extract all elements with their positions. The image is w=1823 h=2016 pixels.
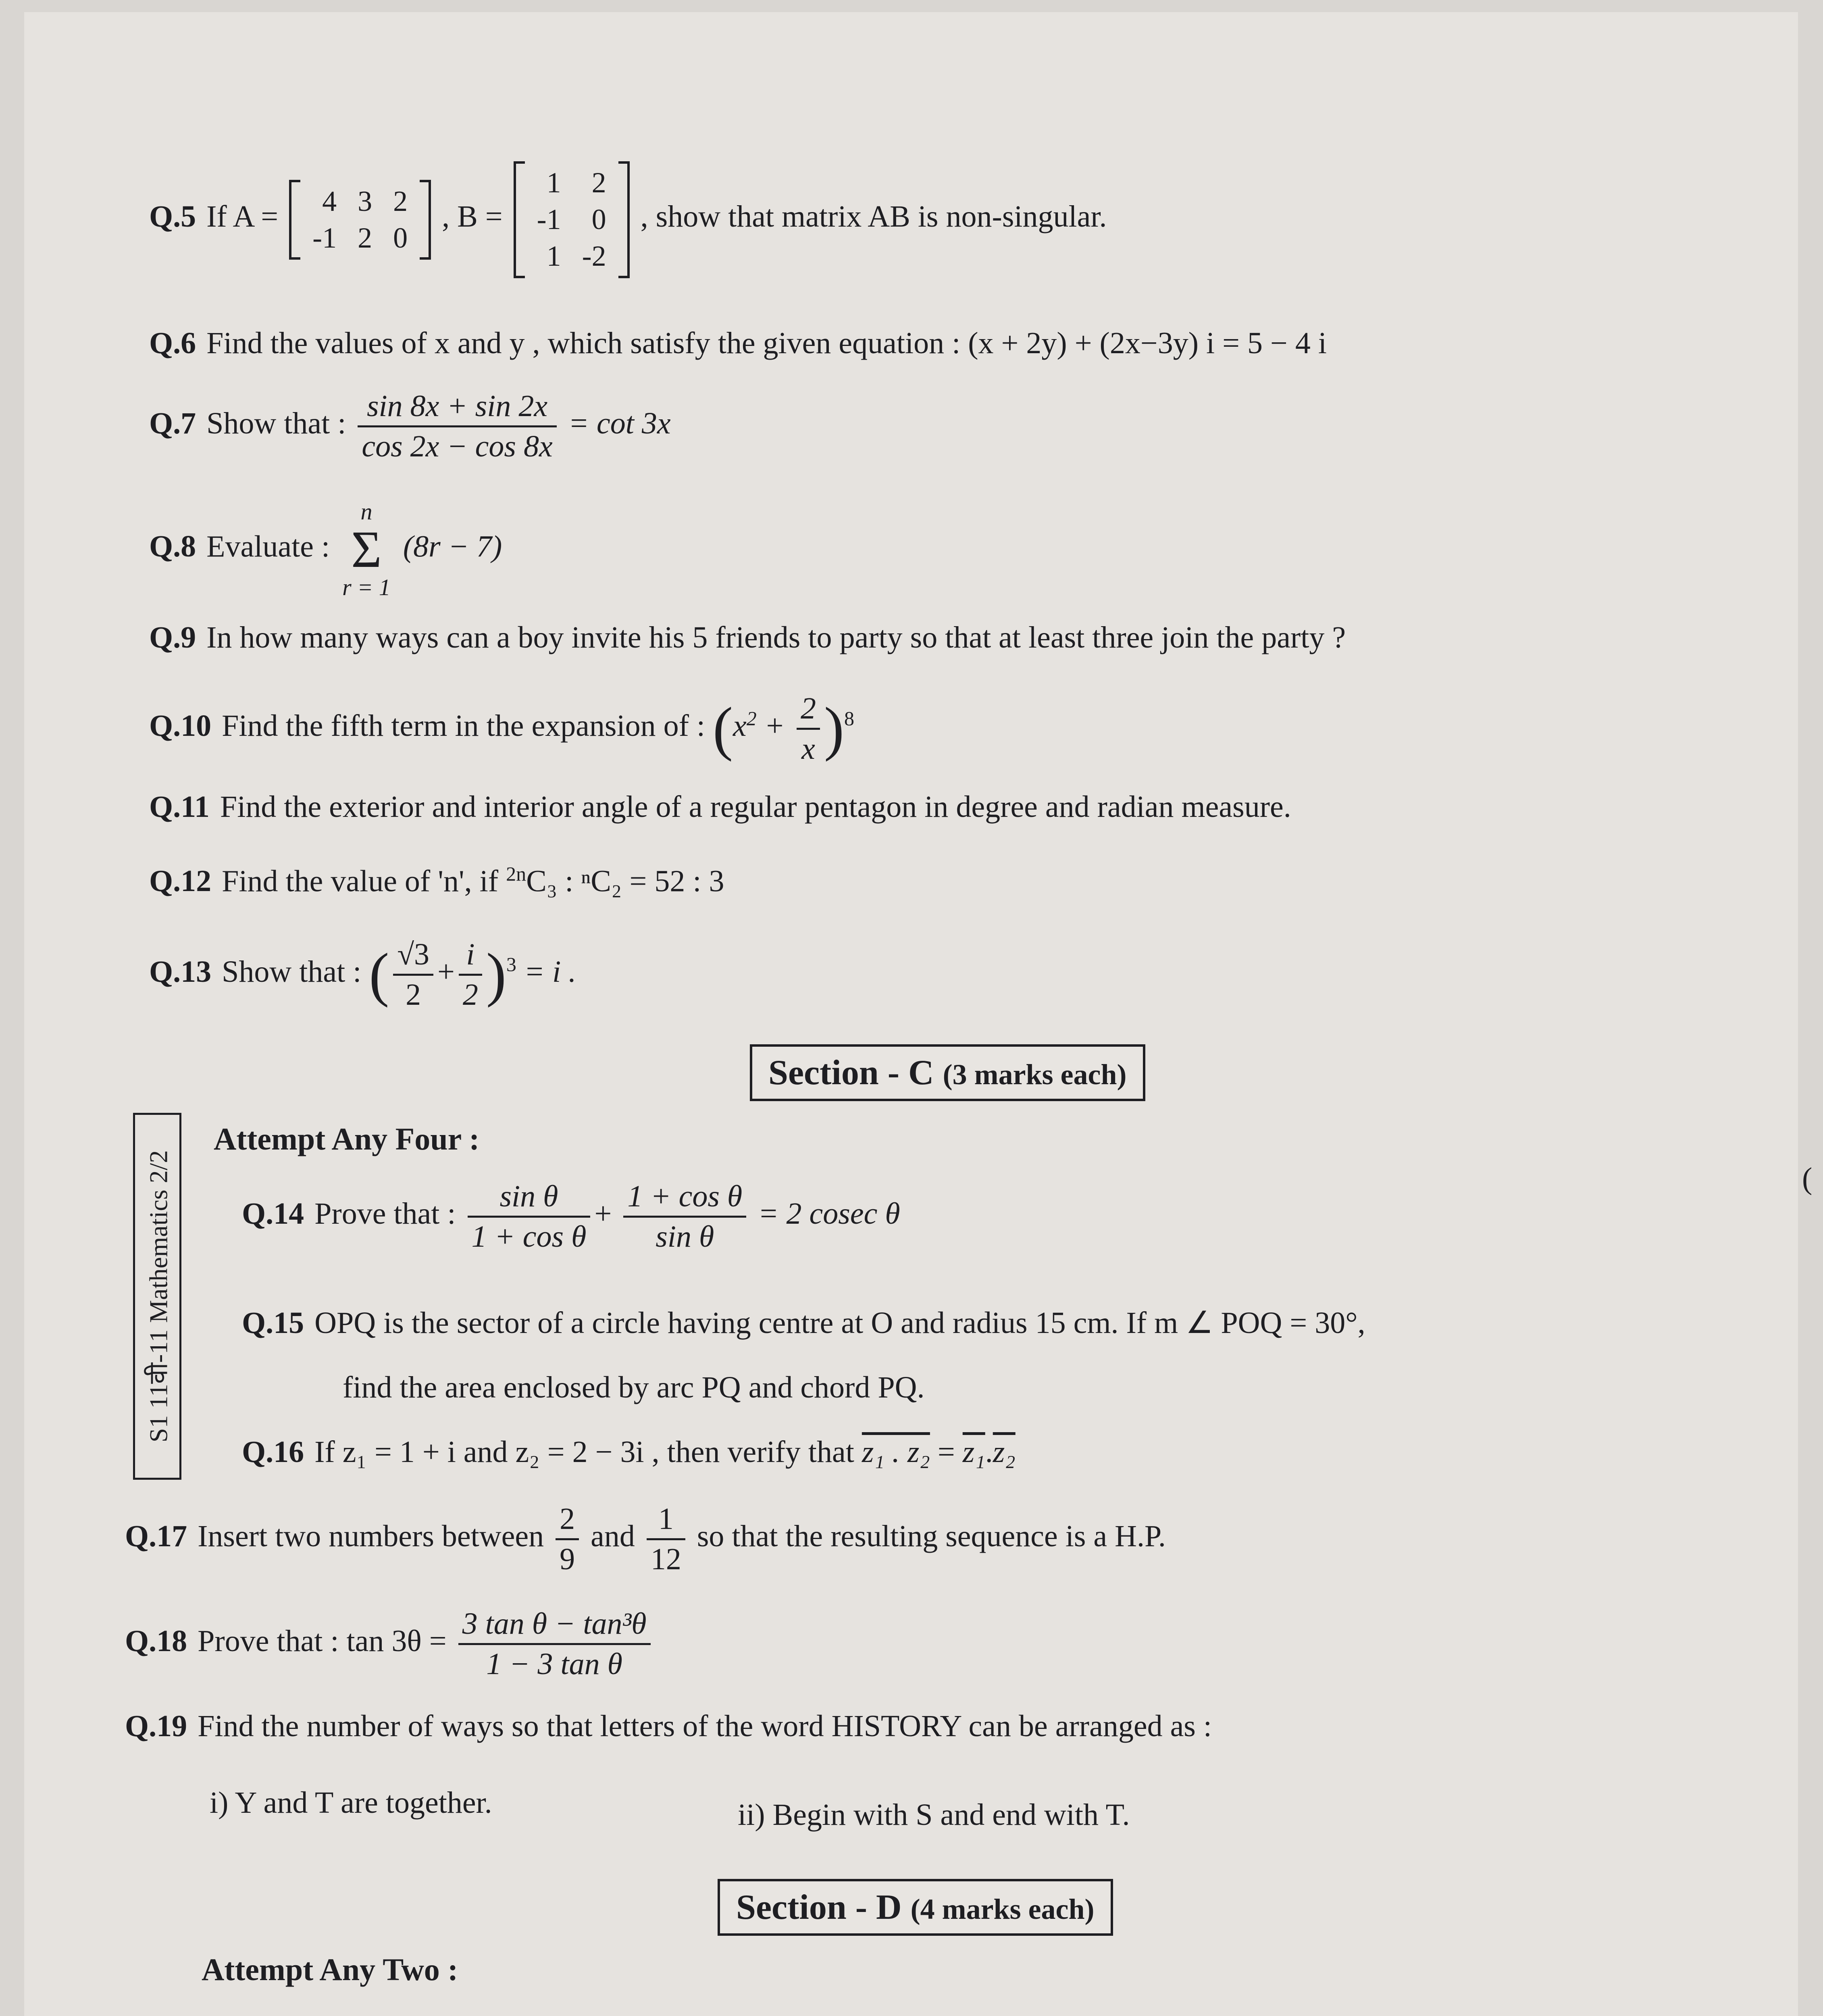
matrix-cell: 2 xyxy=(591,167,606,199)
fraction: $\frac{\text{1 + cos θ}}{\text{sin θ}}$ xyxy=(623,1177,746,1256)
question-19-option-1: i) Y and T are together. xyxy=(210,1786,492,1820)
question-19-option-2: ii) Begin with S and end with T. xyxy=(738,1798,1130,1832)
question-12: Q.12 Find the value of 'n', if $^{2n}$C₃ : ⁿC₂ = 52 : 3 xyxy=(149,862,724,898)
question-13: Q.13 Show that : ( $\frac{√3}{2}$ + $\frac{i}{2}$ )$^3$ = i . xyxy=(149,935,576,1014)
matrix-cell: -2 xyxy=(582,240,606,273)
matrix-b xyxy=(514,161,630,278)
matrix-cell: 2 xyxy=(393,185,408,217)
question-17: Q.17 Insert two numbers between $\frac{2}{9}$ and $\frac{1}{12}$ so that the resulting sequence is a H.P. xyxy=(125,1500,1166,1579)
question-6: Q.6 Find the values of x and y , which satisfy the given equation : (x + 2y) + (2x−3y) i = 5 − 4 i xyxy=(149,326,1327,360)
question-7: Q.7 Show that : $\frac{\sin 8x + \sin 2x}{\cos 2x - \cos 8x}$ = cot 3x xyxy=(149,387,671,466)
section-c-instruction: Attempt Any Four : xyxy=(214,1121,480,1156)
fraction: $\frac{i}{2}$ xyxy=(459,935,482,1014)
matrix-cell: 2 xyxy=(358,221,373,254)
fraction: $\frac{2}{x}$ xyxy=(797,689,820,768)
section-d-heading: Section - D (4 marks each) xyxy=(718,1879,1113,1936)
question-8: Q.8 Evaluate : n Σ r = 1 (8r − 7) xyxy=(149,498,502,600)
matrix-row xyxy=(527,201,617,238)
question-11: Q.11 Find the exterior and interior angle of a regular pentagon in degree and radian measure. xyxy=(149,790,1291,824)
question-10: Q.10 Find the fifth term in the expansion of : ($x^2$ + $\frac{2}{x}$ )$^8$ xyxy=(149,689,854,768)
matrix-cell: 1 xyxy=(546,240,561,273)
matrix-cell: 0 xyxy=(393,221,408,254)
question-16: Q.16 If z₁ = 1 + i and z₂ = 2 − 3i , then verify that z₁ . z₂ = z₁.z₂ xyxy=(242,1435,1016,1469)
side-label-box: S1 11वी-11 Mathematics 2/2 xyxy=(133,1113,181,1480)
question-5: Q.5 If A = 4 3 2 -1 2 0 , B = 1 2 -1 0 1 -2 , show that matrix AB is non-singular. xyxy=(149,161,1107,278)
summation: n Σ r = 1 xyxy=(342,498,391,600)
question-18: Q.18 Prove that : tan 3θ = $\frac{\text{3 tan θ − tan³θ}}{\text{1 − 3 tan θ}}$ xyxy=(125,1605,655,1683)
fraction: $\frac{\text{3 tan θ − tan³θ}}{\text{1 − 3 tan θ}}$ xyxy=(458,1605,651,1683)
question-14: Q.14 Prove that : $\frac{\text{sin θ}}{\text{1 + cos θ}}$ + $\frac{\text{1 + cos θ}}{\text{sin θ}}$ = 2 cosec θ xyxy=(242,1177,900,1256)
question-15-line-2: find the area enclosed by arc PQ and chord PQ. xyxy=(343,1370,925,1404)
sigma-symbol: Σ xyxy=(351,521,382,579)
fraction: $\frac{\text{sin θ}}{\text{1 + cos θ}}$ xyxy=(468,1177,591,1256)
matrix-cell: 3 xyxy=(358,185,373,217)
matrix-row xyxy=(302,183,418,220)
matrix-cell: 1 xyxy=(546,167,561,199)
question-19: Q.19 Find the number of ways so that letters of the word HISTORY can be arranged as : xyxy=(125,1709,1212,1743)
section-d-instruction: Attempt Any Two : xyxy=(202,1952,458,1987)
matrix-row xyxy=(527,238,617,275)
fraction: $\frac{1}{12}$ xyxy=(647,1500,685,1579)
matrix-cell: -1 xyxy=(537,203,561,236)
question-15: Q.15 OPQ is the sector of a circle having centre at O and radius 15 cm. If m ∠ POQ = 30°, xyxy=(242,1306,1365,1340)
matrix-cell: 4 xyxy=(322,185,337,217)
fraction: $\frac{2}{9}$ xyxy=(556,1500,579,1579)
fraction: $\frac{\sin 8x + \sin 2x}{\cos 2x - \cos 8x}$ xyxy=(358,387,556,466)
matrix-a xyxy=(289,180,431,260)
matrix-cell: -1 xyxy=(312,221,337,254)
section-c-heading: Section - C (3 marks each) xyxy=(750,1044,1145,1101)
question-9: Q.9 In how many ways can a boy invite his 5 friends to party so that at least three join the party ? xyxy=(149,621,1346,654)
matrix-cell: 0 xyxy=(591,203,606,236)
matrix-row xyxy=(302,220,418,256)
fraction: $\frac{√3}{2}$ xyxy=(393,935,433,1014)
edge-text: ( xyxy=(1802,1162,1813,1195)
matrix-row xyxy=(527,165,617,201)
